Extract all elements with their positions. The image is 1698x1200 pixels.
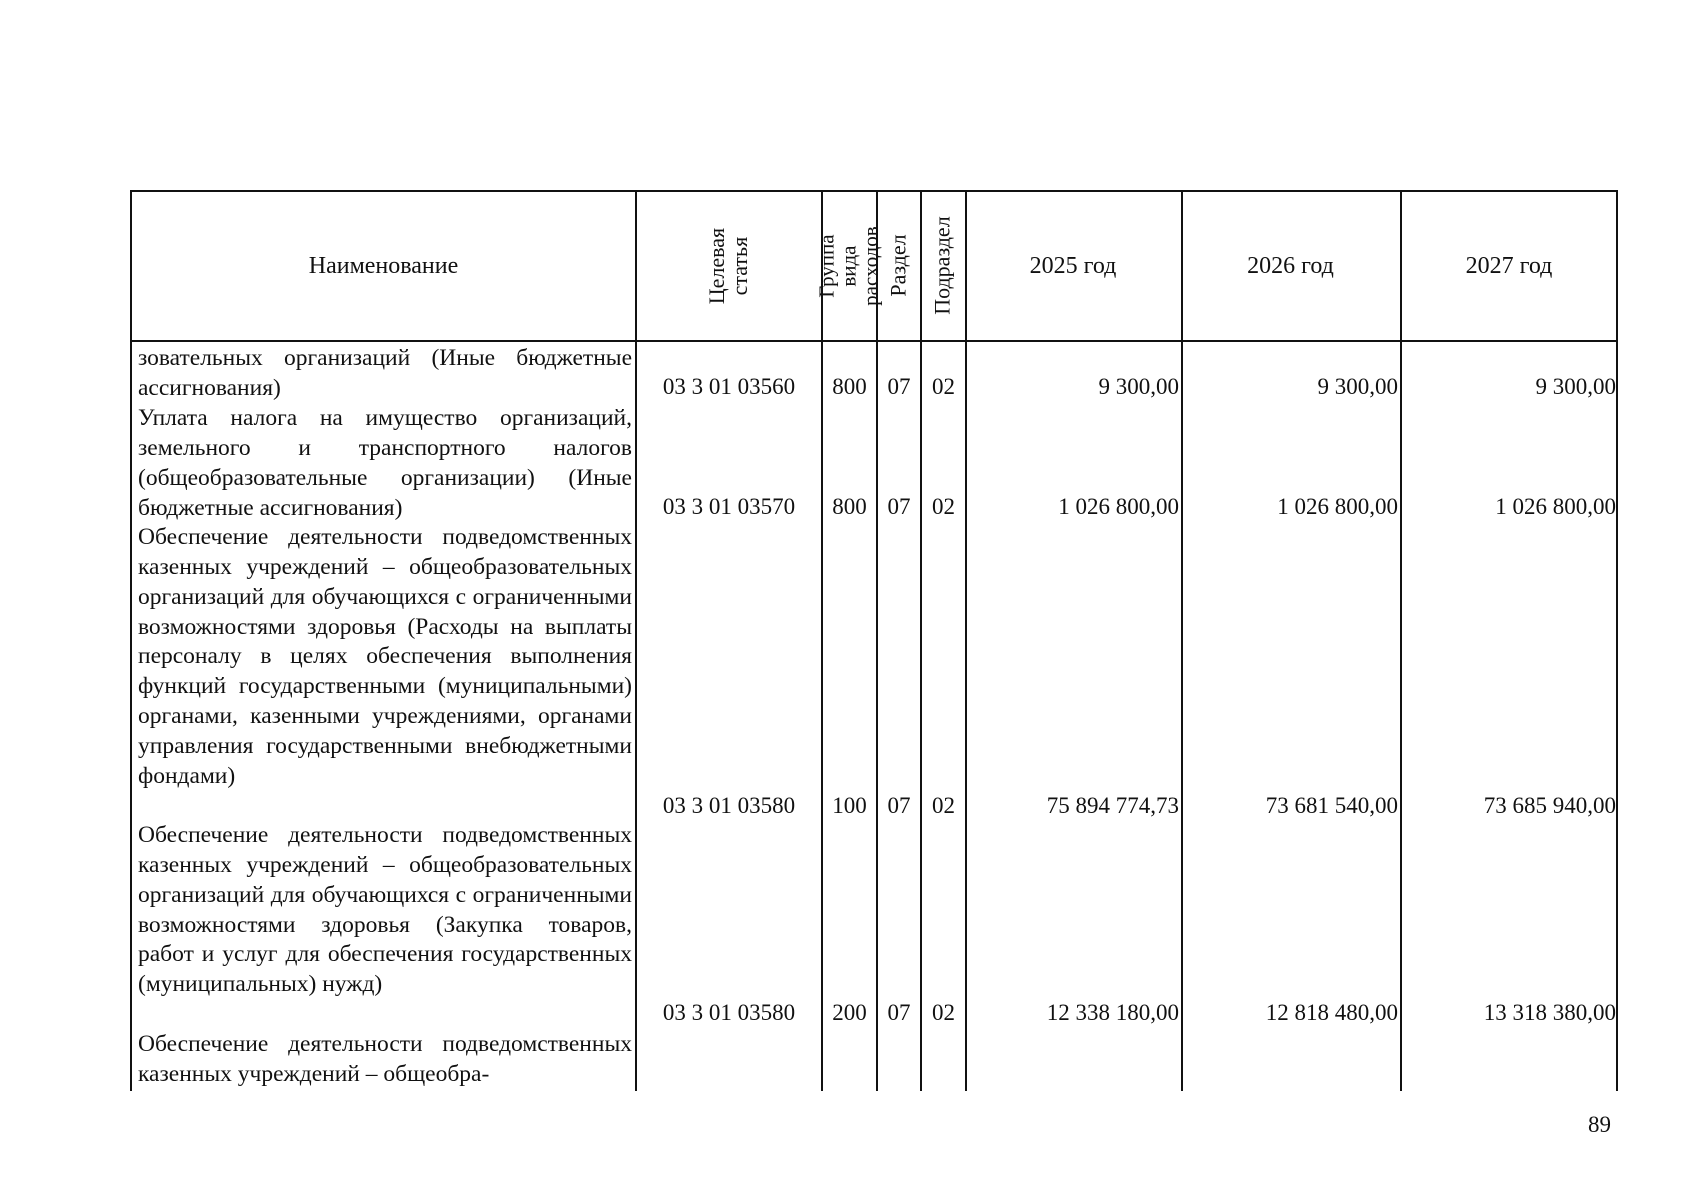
header-divider — [132, 340, 1616, 342]
row-target: 03 3 01 03570 — [662, 494, 796, 519]
row-2027: 13 318 380,00 — [1483, 1000, 1616, 1025]
row-2027: 73 685 940,00 — [1483, 793, 1616, 818]
header-2026: 2026 год — [1247, 252, 1334, 279]
header-target-label: Целевая статья — [703, 227, 752, 305]
header-group-label: Группа вида расходов — [814, 226, 883, 306]
row-2025: 75 894 774,73 — [1046, 793, 1179, 818]
row-2026: 73 681 540,00 — [1265, 793, 1398, 818]
row-name: Обеспечение деятельности подведомственных казенных учреждений – общеобразовательных организаций для обучающихся с ограниченными возможностями здоровья (Закупка товаров, работ и услуг для обеспечения государственных (муниципальных) нужд) — [138, 822, 632, 998]
row-2025: 12 338 180,00 — [1046, 1000, 1179, 1025]
header-subsection-label: Подраздел — [929, 216, 955, 316]
header-name: Наименование — [308, 252, 459, 279]
row-section: 07 — [887, 793, 911, 818]
row-2025: 9 300,00 — [1098, 374, 1179, 399]
row-name: зовательных организаций (Иные бюджетные ассигнования) — [138, 345, 632, 401]
row-section: 07 — [887, 1000, 911, 1025]
row-subsection: 02 — [932, 1000, 955, 1025]
budget-table — [130, 190, 1618, 1091]
row-subsection: 02 — [932, 374, 955, 399]
row-group: 200 — [832, 1000, 867, 1025]
row-2025: 1 026 800,00 — [1058, 494, 1179, 519]
header-2027: 2027 год — [1465, 252, 1553, 279]
row-section: 07 — [887, 374, 911, 399]
row-group: 800 — [832, 494, 867, 519]
row-group: 800 — [832, 374, 867, 399]
header-subsection — [920, 192, 965, 340]
row-subsection: 02 — [932, 494, 955, 519]
header-target — [635, 192, 821, 340]
page-number: 89 — [1588, 1112, 1611, 1137]
row-2027: 1 026 800,00 — [1495, 494, 1616, 519]
row-2027: 9 300,00 — [1535, 374, 1616, 399]
row-target: 03 3 01 03580 — [662, 793, 796, 818]
header-section-label: Раздел — [885, 234, 911, 298]
row-section: 07 — [887, 494, 911, 519]
row-2026: 1 026 800,00 — [1277, 494, 1398, 519]
header-2025: 2025 год — [1029, 252, 1117, 279]
row-name: Уплата налога на имущество организаций, земельного и транспортного налогов (общеобразовательные организации) (Иные бюджетные ассигнования) — [138, 405, 632, 521]
row-2026: 9 300,00 — [1317, 374, 1398, 399]
row-name: Обеспечение деятельности подведомственных казенных учреждений – общеобра- — [138, 1031, 632, 1087]
row-group: 100 — [832, 793, 867, 818]
row-target: 03 3 01 03580 — [662, 1000, 796, 1025]
row-target: 03 3 01 03560 — [662, 374, 796, 399]
row-name: Обеспечение деятельности подведомственных казенных учреждений – общеобразовательных организаций для обучающихся с ограниченными возможностями здоровья (Расходы на выплаты персоналу в целях обеспечения выполнения функций государственными (муниципальными) органами, казенными учреждениями, органами управления государственными внебюджетными фондами) — [138, 524, 632, 789]
header-section — [876, 192, 920, 340]
header-group — [814, 192, 883, 340]
row-2026: 12 818 480,00 — [1265, 1000, 1398, 1025]
row-subsection: 02 — [932, 793, 955, 818]
